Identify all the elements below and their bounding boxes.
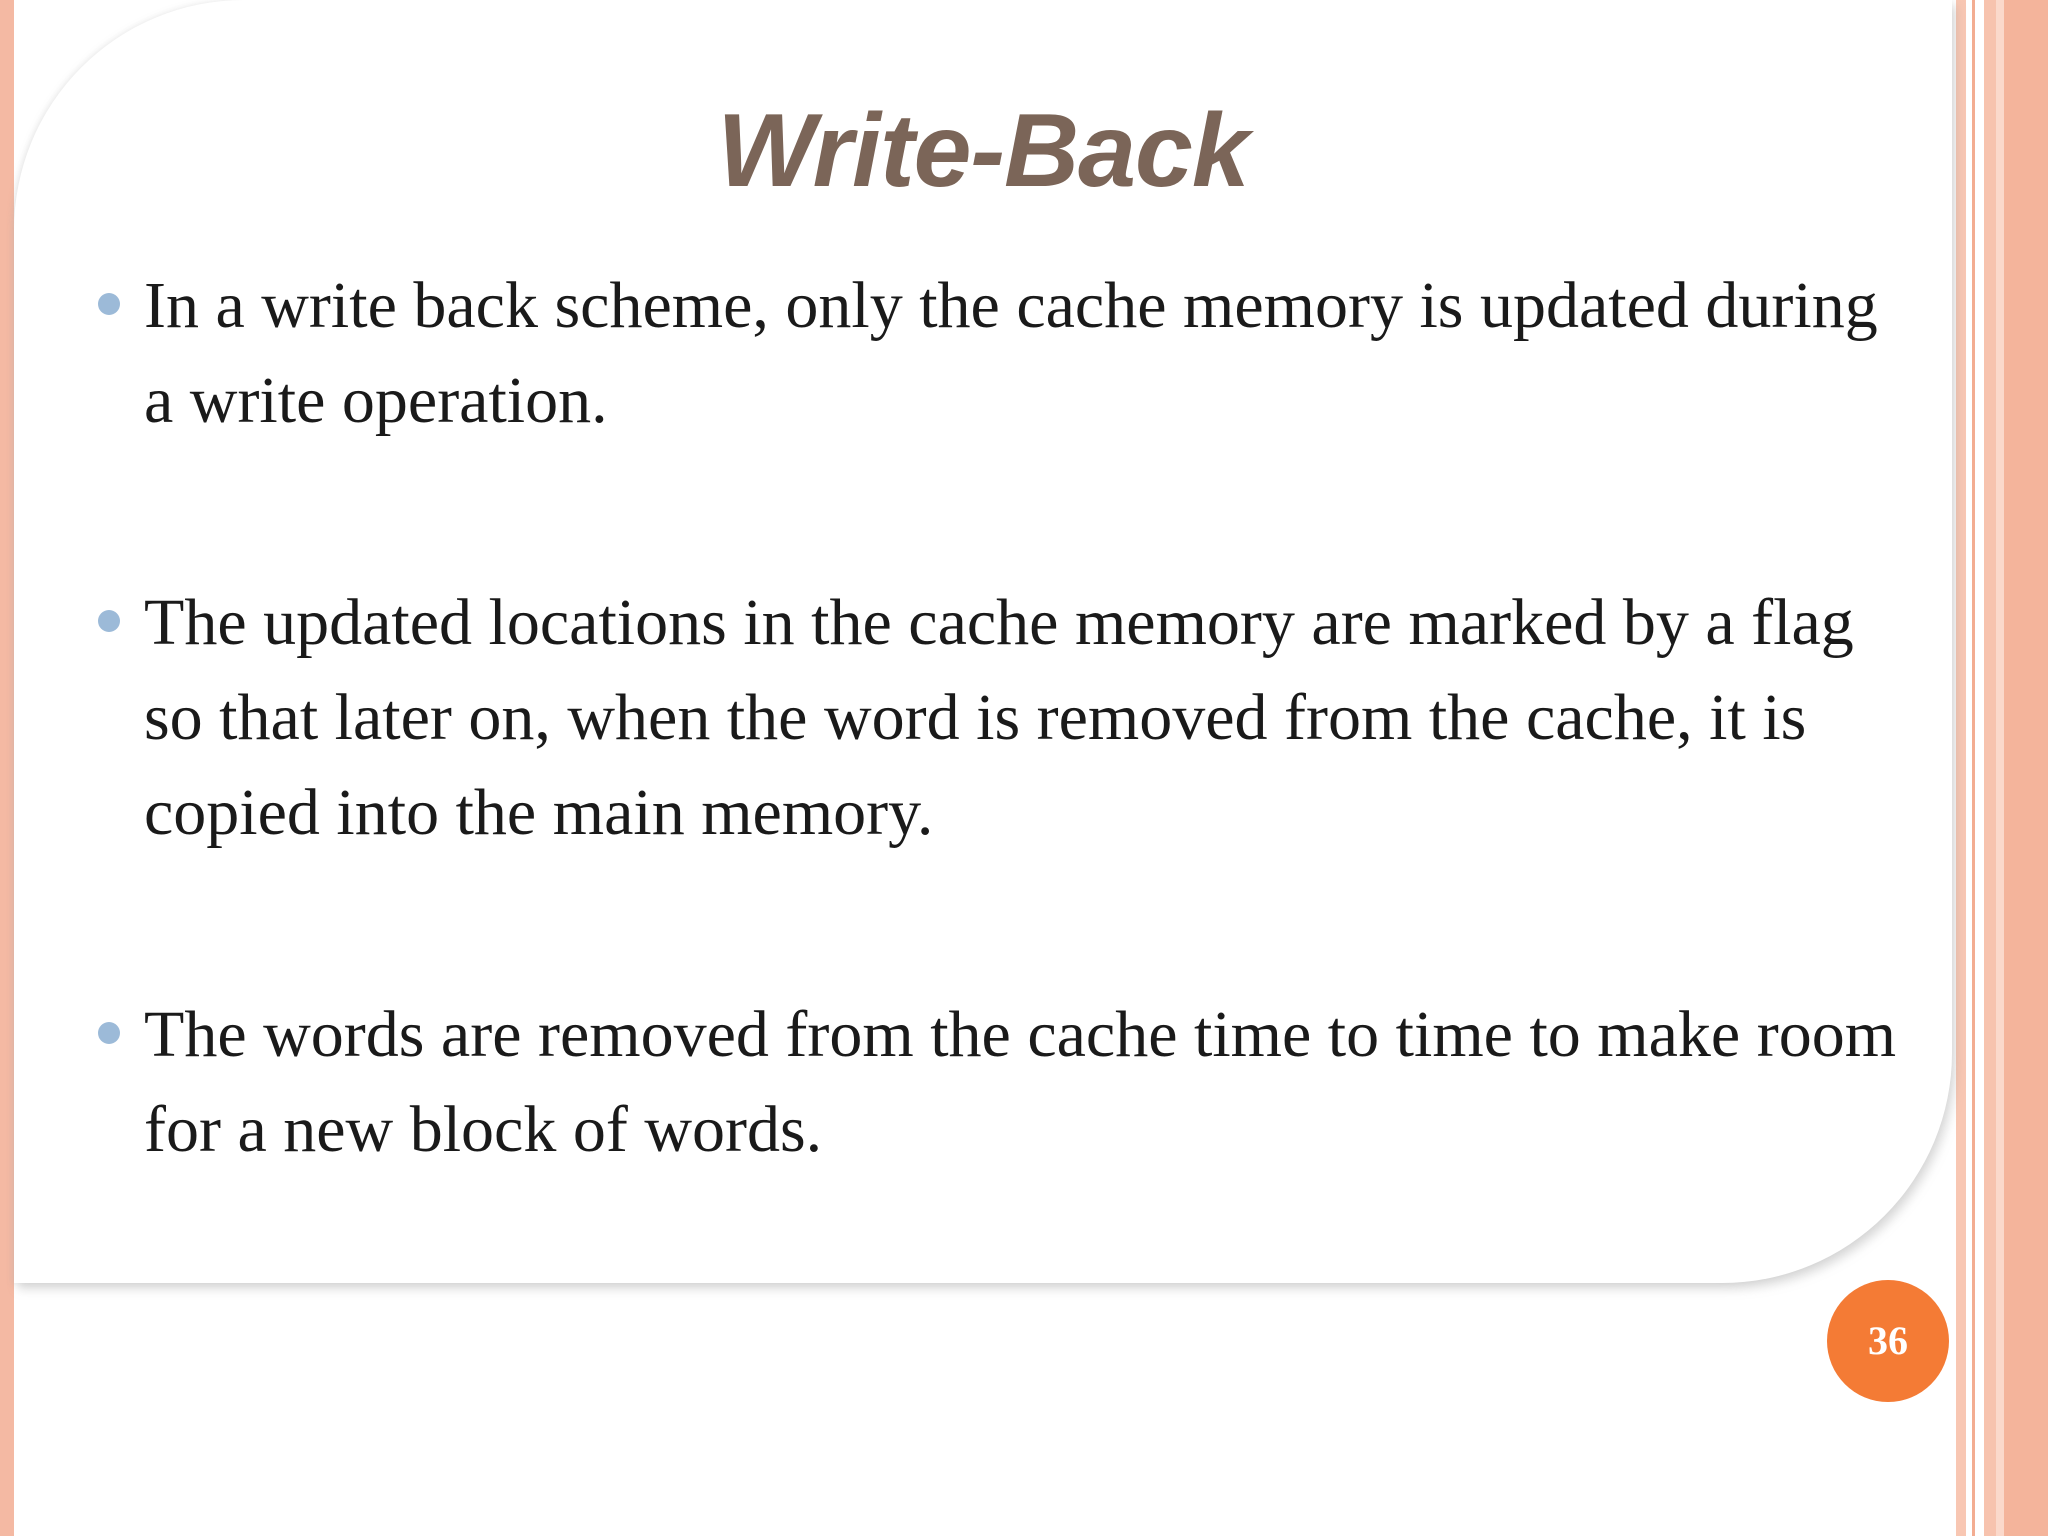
- right-accent-stripe-thin: [1972, 0, 1975, 1536]
- bullet-item: [144, 987, 1904, 1177]
- bullet-dot-icon: [98, 1022, 120, 1044]
- slide-title: Write-Back: [717, 93, 1249, 209]
- bullet-item: [144, 575, 1904, 860]
- bullet-dot-icon: [98, 610, 120, 632]
- left-accent-stripe: [0, 0, 14, 1536]
- bullet-dot-icon: [98, 293, 120, 315]
- bullet-list: [144, 258, 1904, 1177]
- page-number-badge: 36: [1827, 1280, 1949, 1402]
- bullet-text: The updated locations in the cache memory are marked by a flag so that later on, when the word is removed from the cache, it is copied into the main memory.: [144, 586, 1854, 849]
- content-panel: [14, 0, 1952, 1283]
- bullet-item: [144, 258, 1904, 448]
- bullet-text: In a write back scheme, only the cache memory is updated during a write operation.: [144, 269, 1878, 437]
- right-accent-stripe: [1956, 0, 1966, 1536]
- right-accent-band: [1984, 0, 2048, 1536]
- bullet-text: The words are removed from the cache time to time to make room for a new block of words.: [144, 998, 1897, 1166]
